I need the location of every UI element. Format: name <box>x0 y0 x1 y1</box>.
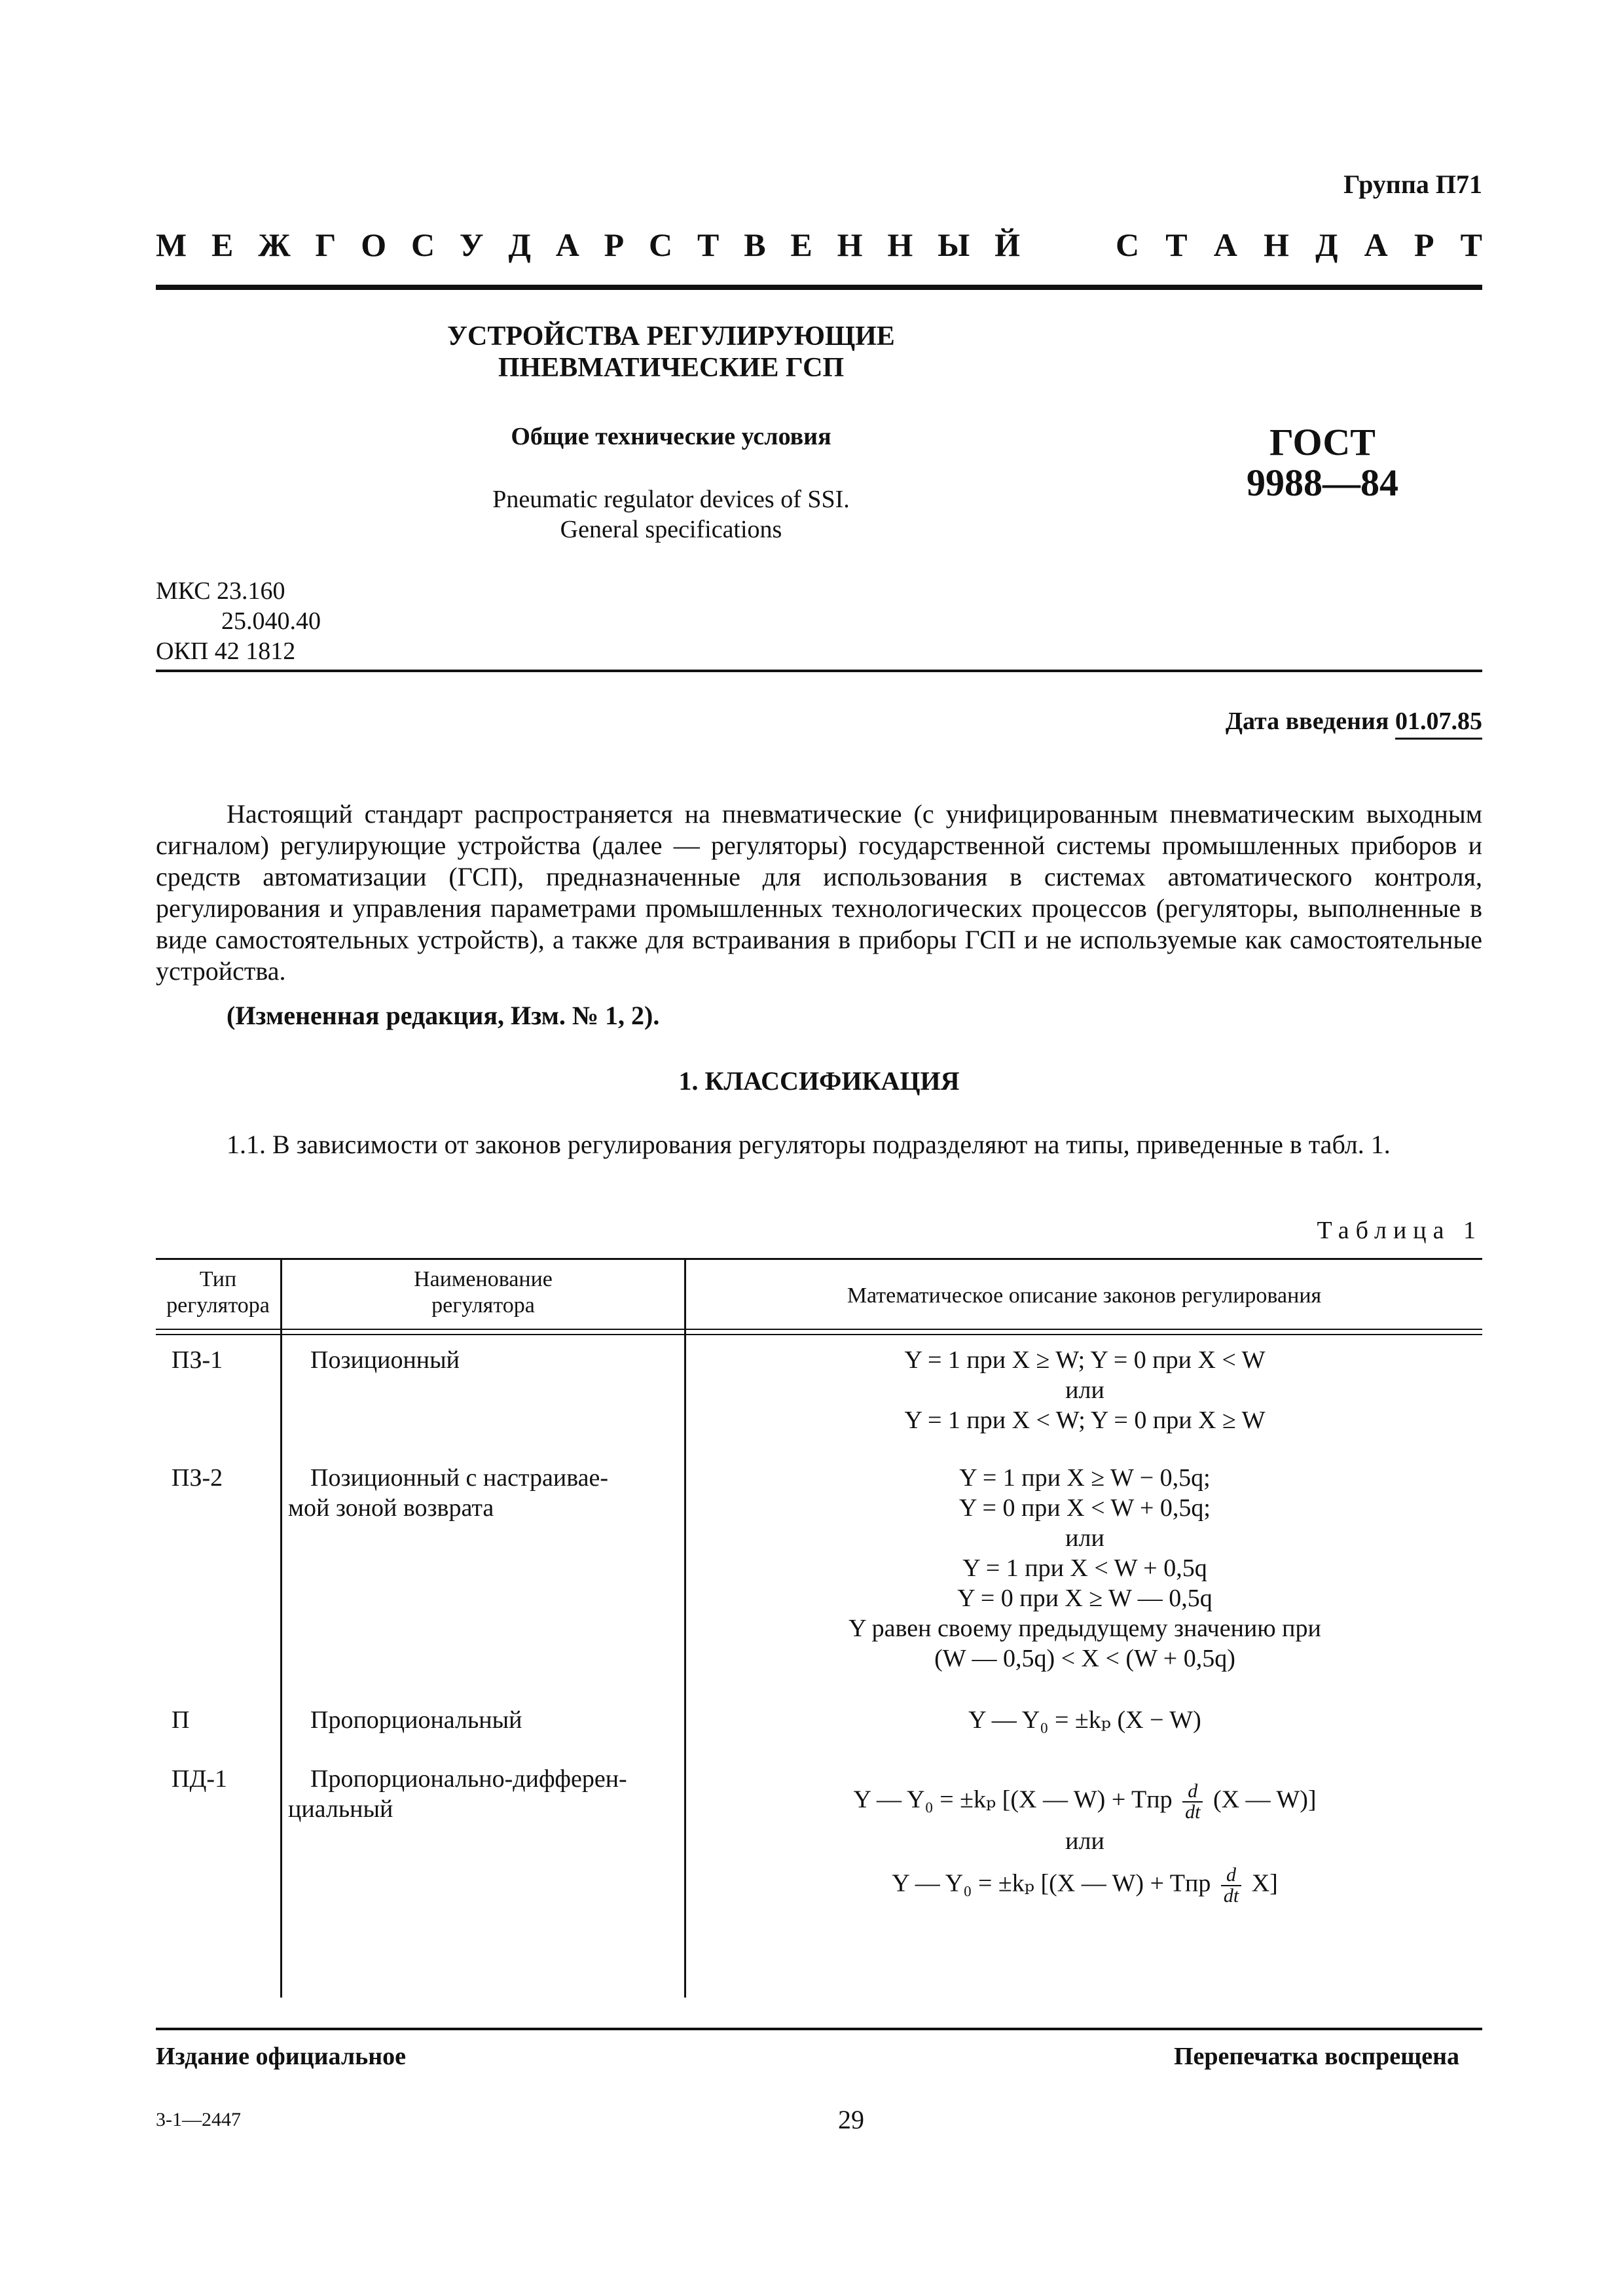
row4-name-line-2: циальный <box>288 1795 393 1823</box>
codes-rule <box>156 670 1482 672</box>
gost-number <box>1231 422 1414 503</box>
banner_word1-letter: С <box>649 226 673 263</box>
row2-formula-line-4: Y = 0 при X ≥ W — 0,5q <box>957 1585 1213 1612</box>
row1-name: Позиционный <box>310 1346 460 1374</box>
header-name-line-1: Наименование <box>414 1267 553 1291</box>
document-subtitle: Общие технические условия <box>511 423 831 450</box>
banner_word1-letter: Н <box>887 226 913 263</box>
footer-rule <box>156 2028 1482 2030</box>
header-name-line-2: регулятора <box>431 1293 535 1318</box>
row1-formula-or: или <box>1065 1376 1104 1404</box>
row3-formula-line-1: Y — Y₀ = ±kₚ (X − W) <box>968 1706 1201 1734</box>
title-line-1: УСТРОЙСТВА РЕГУЛИРУЮЩИЕ <box>447 321 895 351</box>
reprint-prohibited: Перепечатка воспрещена <box>1173 2043 1459 2070</box>
row1-type: ПЗ-1 <box>172 1346 223 1374</box>
title-line-2: ПНЕВМАТИЧЕСКИЕ ГСП <box>498 353 845 383</box>
table-col-divider-2 <box>684 1258 686 1998</box>
derivative-fraction <box>1221 1865 1241 1906</box>
page-number: 29 <box>838 2105 864 2134</box>
row4-formula-2-left: Y — Y₀ = ±kₚ [(X — W) + Tпр <box>892 1869 1211 1897</box>
fraction-denominator: dt <box>1185 1801 1201 1823</box>
row1-formula-line-2: Y = 1 при X < W; Y = 0 при X ≥ W <box>904 1407 1266 1434</box>
banner_word1-letter: Ы <box>938 226 970 263</box>
row2-formula-or: или <box>1065 1524 1104 1552</box>
banner_word1-letter: Ж <box>258 226 291 263</box>
table-header-rule-2 <box>156 1334 1482 1335</box>
row2-formula-line-2: Y = 0 при X < W + 0,5q; <box>959 1494 1211 1522</box>
banner_word2-letter: А <box>1364 226 1388 263</box>
row1-formula <box>687 1345 1482 1435</box>
banner-word-interstate <box>156 226 1020 264</box>
banner_word1-letter: А <box>555 226 579 263</box>
row2-name <box>288 1463 674 1523</box>
gost-label: ГОСТ <box>1269 421 1376 463</box>
row4-formula-2 <box>687 1865 1482 1906</box>
banner_word1-letter: Д <box>508 226 531 263</box>
intro-paragraph: Настоящий стандарт распространяется на пневматические (с унифицированным пневматическим выходным сигналом) регулирующие устройства (далее — регуляторы) государственной системы промышленных приборов и средств автоматизации (ГСП), предназначенные для использования в системах автоматического контроля, регулирования и управления параметрами промышленных технологических процессов (регуляторы, выполненные в виде самостоятельных устройств), а также для встраивания в приборы ГСП и не используемые как самостоятельные устройства. <box>156 799 1482 986</box>
gost-code: 9988—84 <box>1247 461 1398 504</box>
row4-formula-1-right: (X — W)] <box>1213 1785 1317 1814</box>
row2-type: ПЗ-2 <box>172 1464 223 1492</box>
row3-name: Пропорциональный <box>310 1706 522 1734</box>
row2-name-line-1: Позиционный с настраивае- <box>310 1464 609 1492</box>
banner_word1-letter: Е <box>211 226 234 263</box>
header-name <box>282 1266 684 1319</box>
table-caption: Таблица 1 <box>1317 1217 1482 1244</box>
date-label: Дата введения <box>1225 708 1389 735</box>
clause-1-1: 1.1. В зависимости от законов регулирования регуляторы подразделяют на типы, приведенные в табл. 1. <box>227 1130 1391 1159</box>
banner_word2-letter: Р <box>1413 226 1434 263</box>
row1-formula-line-1: Y = 1 при X ≥ W; Y = 0 при X < W <box>904 1346 1266 1374</box>
header-thick-rule <box>156 285 1482 290</box>
banner_word1-letter: Н <box>837 226 863 263</box>
classification-codes <box>156 576 321 666</box>
banner_word1-letter: Е <box>790 226 812 263</box>
banner_word2-letter: Д <box>1315 226 1338 263</box>
banner_word1-letter: М <box>156 226 187 263</box>
row3-formula <box>687 1705 1482 1735</box>
group-label: Группа П71 <box>1343 170 1482 199</box>
row2-name-line-2: мой зоной возврата <box>288 1494 494 1522</box>
banner_word2-letter: Т <box>1460 226 1482 263</box>
header-type-line-1: Тип <box>199 1267 237 1291</box>
english-title <box>340 484 1002 545</box>
english-title-line-1: Pneumatic regulator devices of SSI. <box>492 486 850 513</box>
row4-type: ПД-1 <box>172 1765 228 1793</box>
table-col-divider-1 <box>280 1258 282 1998</box>
banner_word1-letter: С <box>410 226 435 263</box>
row2-formula-line-3: Y = 1 при X < W + 0,5q <box>962 1554 1207 1582</box>
row4-name-line-1: Пропорционально-дифферен- <box>310 1765 627 1793</box>
banner_word1-letter: В <box>744 226 766 263</box>
document-title <box>340 321 1002 384</box>
banner-word-standard <box>1116 226 1482 264</box>
banner_word1-letter: Р <box>604 226 625 263</box>
banner_word1-letter: Т <box>697 226 720 263</box>
banner_word2-letter: Н <box>1264 226 1289 263</box>
banner_word1-letter: Г <box>315 226 337 263</box>
header-type-line-2: регулятора <box>166 1293 270 1318</box>
row2-formula-line-6: (W — 0,5q) < X < (W + 0,5q) <box>934 1645 1235 1672</box>
row2-formula-line-5: Y равен своему предыдущему значению при <box>848 1615 1321 1642</box>
table-top-rule <box>156 1258 1482 1260</box>
okp-code: ОКП 42 1812 <box>156 637 296 665</box>
header-type <box>156 1266 280 1319</box>
banner_word1-letter: О <box>361 226 387 263</box>
table-header-rule-1 <box>156 1329 1482 1330</box>
fraction-numerator: d <box>1182 1782 1203 1803</box>
row4-formula-2-right: X] <box>1251 1869 1278 1897</box>
banner_word2-letter: Т <box>1165 226 1188 263</box>
mks-code-1: МКС 23.160 <box>156 577 285 605</box>
derivative-fraction <box>1182 1782 1203 1822</box>
row4-name <box>288 1764 674 1824</box>
banner_word1-letter: У <box>459 226 484 263</box>
row3-type: П <box>172 1706 190 1734</box>
print-code: 3-1—2447 <box>156 2109 241 2130</box>
banner_word2-letter: А <box>1213 226 1237 263</box>
section-title: 1. КЛАССИФИКАЦИЯ <box>678 1066 960 1096</box>
banner_word1-letter: Й <box>994 226 1020 263</box>
row4-formula-or: или <box>1065 1827 1104 1855</box>
mks-code-2: 25.040.40 <box>221 607 321 635</box>
standard-banner <box>156 226 1482 264</box>
official-edition: Издание официальное <box>156 2043 407 2070</box>
row4-formula-1 <box>687 1782 1482 1822</box>
fraction-numerator: d <box>1221 1865 1241 1886</box>
header-math: Математическое описание законов регулирования <box>847 1283 1322 1308</box>
row2-formula-line-1: Y = 1 при X ≥ W − 0,5q; <box>959 1464 1211 1492</box>
introduction-date <box>1226 707 1482 736</box>
english-title-line-2: General specifications <box>560 516 782 543</box>
fraction-denominator: dt <box>1223 1885 1239 1907</box>
banner_word2-letter: С <box>1116 226 1140 263</box>
row4-formula-1-left: Y — Y₀ = ±kₚ [(X — W) + Tпр <box>853 1785 1173 1814</box>
date-value: 01.07.85 <box>1395 708 1482 740</box>
edition-note: (Измененная редакция, Изм. № 1, 2). <box>227 1001 660 1030</box>
row2-formula <box>687 1463 1482 1674</box>
